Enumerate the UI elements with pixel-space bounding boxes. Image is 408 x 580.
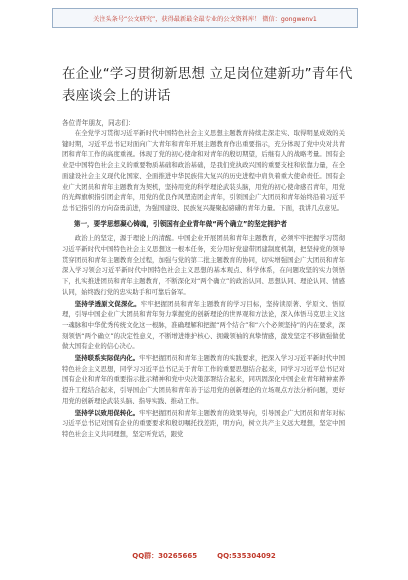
paragraph-text: 政治上的坚定，源于理论上的清醒。中国企业开展团员和青年主题教育，必须牢牢把握学习贯彻习近平新时代中国特色社会主义思想这一根本任务，充分用好党建带团建制度机制，把坚持党的领导贯穿团员和青年主题教育全过程，加强与党的第二批主题教育的协同，切实增强国企广大团员和青年深入学习领会习近平新时代中国特色社会主义思想的基本观点、科学体系，在问题攻坚的实力领悟下，扎实推进团员和青年主题教育，不断深化对“两个确立”的政治认同、思想认同、理论认同、情感认同，始终践行党的忠实助手和可靠后备军。 xyxy=(62,234,345,296)
paragraph-lead: 坚持联系实际促内化。 xyxy=(74,354,140,363)
paragraph-lead: 坚持学透原文促深化。 xyxy=(74,299,141,308)
qq-number: QQ:535304092 xyxy=(217,552,276,560)
header-banner: 关注头条号“公文研究”，获得最新最全最专业的公文资料库！ 微信：gongwenv1 xyxy=(52,8,358,28)
paragraph-text: 牢牢把握团员和青年主题教育的实践要求，把深入学习习近平新时代中国特色社会主义思想，同学习习近平总书记关于青年工作的重要思想结合起来，同学习习近平总书记对国有企业和青年的重要指示批示精神和党中央决策部署结合起来，同巩固深化中国企业青年精神素养提升工程结合起来，引导国企广大团员和青年善于运用党的创新理论的立场观点方法分析问题，更好用党的创新理论武装头脑、指导实践、推动工作。 xyxy=(62,354,346,405)
body-paragraph xyxy=(62,233,345,297)
paragraph-text: 牢牢把握团员和青年主题教育的学习目标，坚持读原著、学原文、悟原理，引导中国企业广大团员和青年努力掌握党的创新理论的世界观和方法论，深入体悟马克思主义这一魂脉和中华优秀传统文化这一根脉，准确理解和把握“两个结合”和“六个必须坚持”的内在要求，深刻领悟“两个确立”的决定性意义，不断增进维护核心、拥戴领袖的真挚情感，激发坚定不移做强做优做大国有企业的信心决心。 xyxy=(62,299,345,351)
intro-paragraph: 在全党学习贯彻习近平新时代中国特色社会主义思想主题教育持续走深走实、取得明显成效的关键时期，习近平总书记对面向广大青年和青年开展主题教育作出重要指示，充分体现了党中央对共青团和青年工作的高度重视。体现了党的初心使命和对青年的殷切期望，后继有人的战略考量。国有企业是中国特色社会主义的重要物质基础和政治基础，是我们党执政兴国的重要支柱和依靠力量，在全面建设社会主义现代化国家、全面推进中华民族伟大复兴的历史进程中肩负着重大使命责任。国有企业广大团员和青年主题教育为契机，坚持用党的科学理论武装头脑，用党的初心使命感召青年，用党的光辉旗帜指引团企青年，用党的优良作风塑造团企青年，引领国企广大团员和青年始终沿着习近平总书记指引的方向奋勇前进，为强国建设、民族复兴凝聚起磅礴的青年力量。下面，我讲几点意见。 xyxy=(62,129,345,212)
body-paragraph xyxy=(62,408,345,440)
title-line-1: 在企业“学习贯彻新思想 立足岗位建新功”青年代 xyxy=(62,67,353,82)
paragraph-text: 牢牢把握团员和青年主题教育的效果导向，引导国企广大团员和青年对标习近平总书记对国有企业的重要要求和殷切嘱托找差距，明方向，树立共产主义远大理想，坚定中国特色社会主义共同理想，坚定听党话，跟党 xyxy=(62,408,346,438)
paragraph-lead: 坚持学以致用促转化。 xyxy=(74,408,140,417)
footer-contact xyxy=(0,548,408,564)
document-body xyxy=(62,128,345,441)
section-heading: 第一，要学思想凝心铸魂，引领国有企业青年做“两个确立”的坚定拥护者 xyxy=(73,219,287,228)
greeting: 各位青年朋友，同志们： xyxy=(62,119,135,127)
title-line-2: 表座谈会上的讲话 xyxy=(62,89,171,104)
body-paragraph xyxy=(62,353,345,407)
qq-group: QQ群：30265665 xyxy=(132,552,198,560)
page-title xyxy=(62,64,362,108)
body-paragraph xyxy=(62,299,345,353)
